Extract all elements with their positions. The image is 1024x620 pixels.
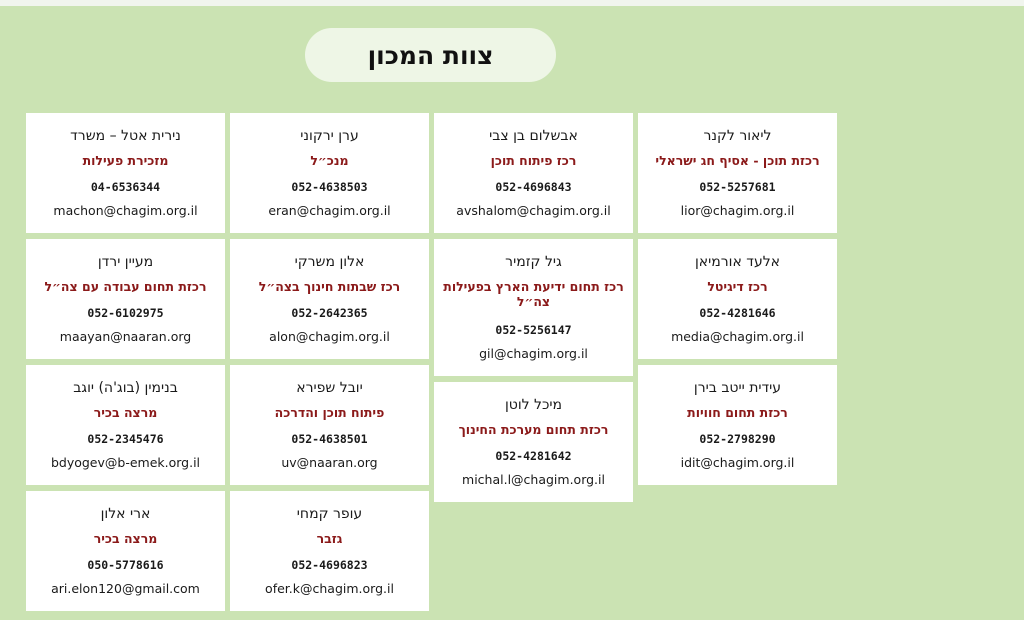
- member-phone: 052-6102975: [87, 306, 164, 320]
- team-card: [230, 365, 429, 485]
- member-role: מנכ״ל: [310, 153, 349, 168]
- member-email[interactable]: bdyogev@b-emek.org.il: [50, 455, 201, 470]
- member-name: בנימין (בוג'ה) יוגב: [73, 380, 178, 396]
- member-role: פיתוח תוכן והדרכה: [274, 405, 385, 420]
- member-role: גזבר: [316, 531, 343, 546]
- member-role: מרצה בכיר: [93, 405, 158, 420]
- member-role: רכז פיתוח תוכן: [490, 153, 577, 168]
- member-email[interactable]: eran@chagim.org.il: [268, 203, 391, 218]
- top-strip: [0, 0, 1024, 6]
- member-email[interactable]: uv@naaran.org: [281, 455, 378, 470]
- team-card: [638, 113, 837, 233]
- member-phone: 050-5778616: [87, 558, 164, 572]
- member-name: ליאור לקנר: [703, 128, 772, 144]
- team-card: [434, 382, 633, 502]
- member-phone: 052-4696843: [495, 180, 572, 194]
- member-role: רכזת תחום עבודה עם צה״ל: [44, 279, 207, 294]
- member-name: ערן ירקוני: [300, 128, 359, 144]
- team-card: [230, 491, 429, 611]
- member-email[interactable]: ari.elon120@gmail.com: [51, 581, 200, 596]
- member-email[interactable]: alon@chagim.org.il: [269, 329, 390, 344]
- member-role: רכז תחום ידיעת הארץ בפעילות צה״ל: [443, 279, 624, 309]
- team-card: [26, 113, 225, 233]
- member-name: אבשלום בן צבי: [489, 128, 578, 144]
- member-name: עידית ייטב בירן: [693, 380, 782, 396]
- member-role: רכז דיגיטל: [707, 279, 768, 294]
- team-card: [26, 239, 225, 359]
- team-card: [638, 239, 837, 359]
- member-name: עופר קמחי: [296, 506, 363, 522]
- member-name: מעיין ירדן: [97, 254, 154, 270]
- member-name: אלון משרקי: [294, 254, 365, 270]
- member-role: מרצה בכיר: [93, 531, 158, 546]
- member-role: רכזת תחום מערכת החינוך: [458, 422, 609, 437]
- member-email[interactable]: ofer.k@chagim.org.il: [265, 581, 394, 596]
- team-card: [26, 491, 225, 611]
- member-email[interactable]: avshalom@chagim.org.il: [456, 203, 611, 218]
- member-phone: 052-5257681: [699, 180, 776, 194]
- team-card: [230, 239, 429, 359]
- member-name: נירית אטל – משרד: [70, 128, 181, 144]
- team-grid: [26, 113, 837, 611]
- member-phone: 052-4696823: [291, 558, 368, 572]
- member-name: אלעד אורמיאן: [694, 254, 781, 270]
- page-title: צוות המכון: [305, 28, 556, 82]
- member-name: גיל קזמיר: [505, 254, 562, 270]
- member-email[interactable]: machon@chagim.org.il: [53, 203, 198, 218]
- member-name: ארי אלון: [100, 506, 151, 522]
- member-phone: 052-4281646: [699, 306, 776, 320]
- team-card: [434, 239, 633, 376]
- member-phone: 052-2798290: [699, 432, 776, 446]
- member-email[interactable]: lior@chagim.org.il: [680, 203, 795, 218]
- member-phone: 052-5256147: [495, 323, 572, 337]
- member-phone: 052-2642365: [291, 306, 368, 320]
- member-name: מיכל לוטן: [504, 397, 563, 413]
- team-card: [230, 113, 429, 233]
- member-email[interactable]: michal.l@chagim.org.il: [462, 472, 605, 487]
- team-card: [434, 113, 633, 233]
- team-card: [638, 365, 837, 485]
- member-phone: 052-4281642: [495, 449, 572, 463]
- member-role: מזכירת פעילות: [82, 153, 169, 168]
- member-phone: 052-2345476: [87, 432, 164, 446]
- member-email[interactable]: maayan@naaran.org: [59, 329, 192, 344]
- member-email[interactable]: gil@chagim.org.il: [479, 346, 588, 361]
- member-phone: 04-6536344: [90, 180, 161, 194]
- member-role: רכזת תוכן - אסיף חג ישראלי: [655, 153, 820, 168]
- member-role: רכזת תחום חוויות: [687, 405, 788, 420]
- member-email[interactable]: media@chagim.org.il: [671, 329, 804, 344]
- member-email[interactable]: idit@chagim.org.il: [680, 455, 795, 470]
- member-phone: 052-4638501: [291, 432, 368, 446]
- team-card: [26, 365, 225, 485]
- member-phone: 052-4638503: [291, 180, 368, 194]
- member-name: יובל שפירא: [296, 380, 363, 396]
- member-role: רכז שבתות חינוך בצה״ל: [258, 279, 401, 294]
